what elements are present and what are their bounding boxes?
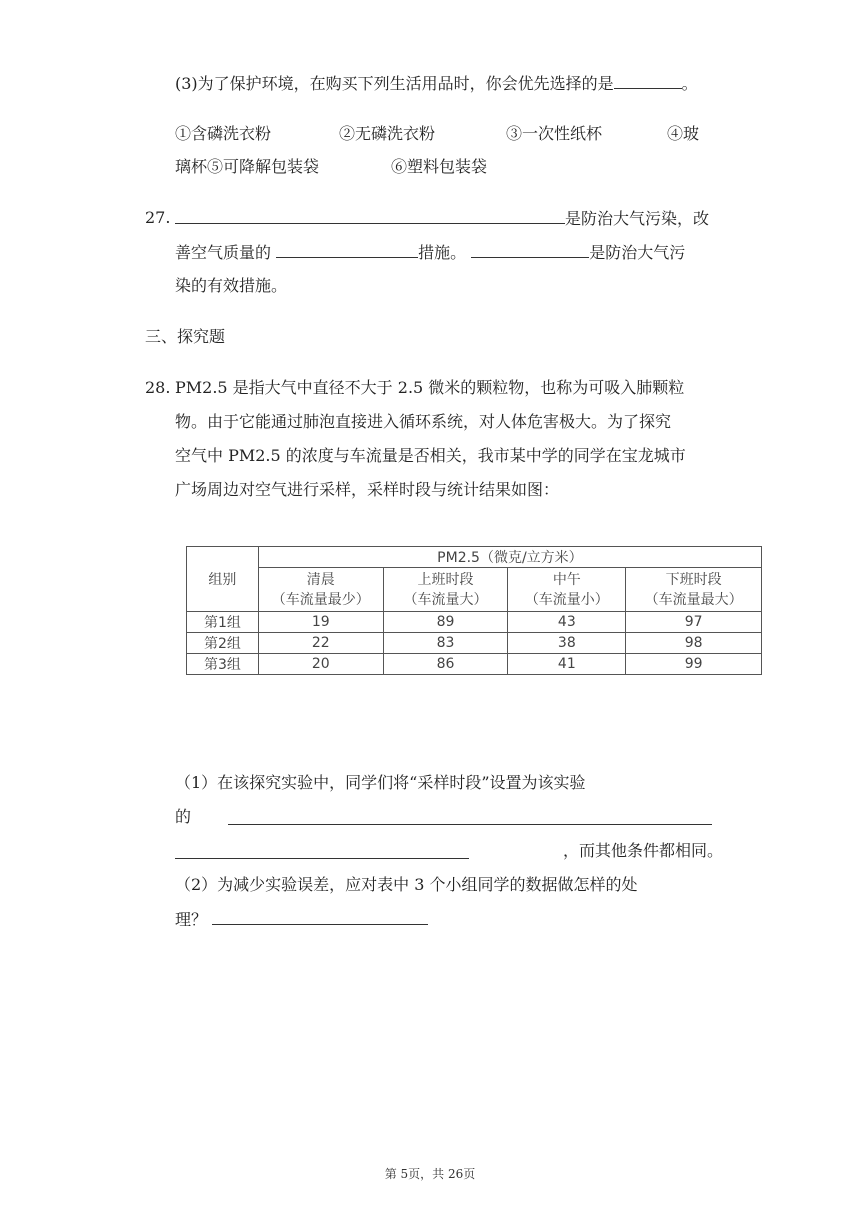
q28-sub1-line3-end: ，而其他条件都相同。 [563,841,724,860]
column-header: 上班时段 （车流量大） [383,568,508,612]
q28-sub1-blank-1[interactable] [228,808,712,825]
table-cell: 89 [383,612,508,633]
q3-question [175,72,698,95]
pm-header: PM2.5（微克/立方米） [258,547,761,568]
column-header: 下班时段 （车流量最大） [626,568,762,612]
group-header: 组别 [187,547,259,612]
q27-line3: 染的有效措施。 [175,276,288,295]
row-group: 第2组 [187,633,259,654]
section-title: 三、探究题 [145,327,226,346]
table-cell: 43 [508,612,626,633]
q27-line2 [175,241,685,264]
q28-sub1-de: 的 [175,807,192,826]
row-group: 第1组 [187,612,259,633]
table-row [187,633,762,654]
table-cell: 20 [258,654,383,675]
q27-part2c: 是防治大气污 [589,243,686,262]
table-cell: 38 [508,633,626,654]
q3-option-2: ②无磷洗衣粉 [339,124,436,143]
q28-sub1-line1: （1）在该探究实验中，同学们将“采样时段”设置为该实验 [175,773,586,792]
q28-text-line-4: 广场周边对空气进行采样，采样时段与统计结果如图： [175,480,560,499]
table-row [187,654,762,675]
q28-sub1-blank-2[interactable] [175,842,469,859]
table-cell: 86 [383,654,508,675]
q3-option-6: ⑥塑料包装袋 [391,157,488,176]
q28-text-line-3: 空气中 PM2.5 的浓度与车流量是否相关，我市某中学的同学在宝龙城市 [175,446,686,465]
q3-option-1: ①含磷洗衣粉 [175,124,272,143]
table-cell: 22 [258,633,383,654]
table-cell: 98 [626,633,762,654]
q27-blank-2[interactable] [276,241,418,258]
q27-part2a: 善空气质量的 [175,243,272,262]
table-cell: 19 [258,612,383,633]
table-row [187,612,762,633]
q28-sub2-prompt: 理？ [175,910,208,929]
q27-part2b: 措施。 [418,243,467,262]
q3-end: 。 [681,74,698,93]
pm25-table [186,546,762,675]
q28-text-line-1: PM2.5 是指大气中直径不大于 2.5 微米的颗粒物，也称为可吸入肺颗粒 [175,378,685,397]
q28-sub2-line2 [175,908,428,931]
q28-sub2-line1: （2）为减少实验误差，应对表中 3 个小组同学的数据做怎样的处 [175,875,638,894]
table-cell: 41 [508,654,626,675]
q28-number: 28. [145,378,171,397]
row-group: 第3组 [187,654,259,675]
column-header: 中午 （车流量小） [508,568,626,612]
q28-text-line-2: 物。由于它能通过肺泡直接进入循环系统，对人体危害极大。为了探究 [175,412,672,431]
table-cell: 83 [383,633,508,654]
table-cell: 99 [626,654,762,675]
column-header: 清晨 （车流量最少） [258,568,383,612]
page-footer: 第 5页，共 26页 [384,1167,476,1181]
q27-line1 [175,207,709,230]
q27-part1: 是防治大气污染，改 [565,209,710,228]
q3-question-text: (3)为了保护环境，在购买下列生活用品时，你会优先选择的是 [175,74,614,93]
q27-number: 27. [145,208,171,227]
table-cell: 97 [626,612,762,633]
q28-sub1-line2 [175,806,191,828]
q3-option-5: 璃杯⑤可降解包装袋 [175,157,320,176]
q28-sub2-blank[interactable] [212,908,428,925]
q27-blank-1[interactable] [175,207,565,224]
q3-answer-blank[interactable] [614,72,682,89]
q3-option-4: ④玻 [667,124,700,143]
q3-option-3: ③一次性纸杯 [506,124,603,143]
q27-blank-3[interactable] [471,241,589,258]
